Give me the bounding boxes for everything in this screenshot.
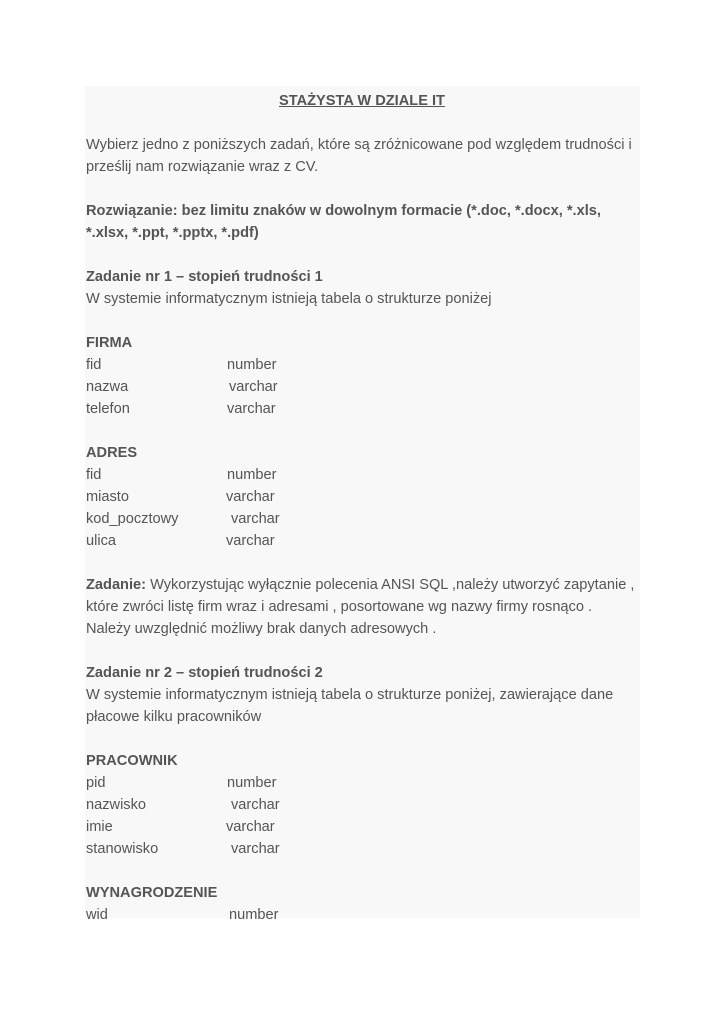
field-name: ulica: [86, 533, 117, 549]
task-label: Zadanie:: [86, 577, 147, 593]
solution-line-1: Rozwiązanie: bez limitu znaków w dowolnym formacie (*.doc, *.docx, *.xls,: [86, 203, 601, 219]
field-type: varchar: [226, 819, 275, 835]
table-field-row: [86, 904, 638, 926]
field-name: kod_pocztowy: [86, 511, 179, 527]
field-type: varchar: [231, 841, 280, 857]
table-field-row: [86, 794, 638, 816]
field-name: wid: [86, 907, 108, 923]
document-title: STAŻYSTA W DZIALE IT: [279, 93, 445, 109]
task2-description-line-1: W systemie informatycznym istnieją tabela o strukturze poniżej, zawierające dane: [86, 687, 614, 703]
task1-description: W systemie informatycznym istnieją tabela o strukturze poniżej: [86, 291, 492, 307]
task2-heading: Zadanie nr 2 – stopień trudności 2: [86, 665, 323, 681]
field-name: fid: [86, 467, 102, 483]
table-wynagrodzenie-name: WYNAGRODZENIE: [86, 885, 218, 901]
table-field-row: [86, 772, 638, 794]
table-field-row: [86, 464, 638, 486]
field-type: varchar: [231, 797, 280, 813]
field-type: varchar: [226, 533, 275, 549]
table-field-row: [86, 376, 638, 398]
field-type: number: [227, 357, 277, 373]
field-name: telefon: [86, 401, 130, 417]
field-name: miasto: [86, 489, 129, 505]
task1-instruction-line-2: które zwróci listę firm wraz i adresami , posortowane wg nazwy firmy rosnąco .: [86, 599, 593, 615]
task-text: Wykorzystując wyłącznie polecenia ANSI SQL ,należy utworzyć zapytanie ,: [146, 577, 635, 593]
field-name: nazwa: [86, 379, 129, 395]
intro-line-2: prześlij nam rozwiązanie wraz z CV.: [86, 159, 319, 175]
table-adres-name: ADRES: [86, 445, 138, 461]
table-field-row: [86, 816, 638, 838]
document-content: [86, 90, 638, 926]
field-name: imie: [86, 819, 113, 835]
table-pracownik-name: PRACOWNIK: [86, 753, 178, 769]
table-field-row: [86, 838, 638, 860]
table-field-row: [86, 530, 638, 552]
field-type: number: [227, 467, 277, 483]
task1-instruction-line-1: [86, 574, 638, 596]
table-firma-name: FIRMA: [86, 335, 133, 351]
field-type: varchar: [229, 379, 278, 395]
field-type: varchar: [227, 401, 276, 417]
task2-description-line-2: płacowe kilku pracowników: [86, 709, 262, 725]
field-name: nazwisko: [86, 797, 147, 813]
table-field-row: [86, 354, 638, 376]
task1-heading: Zadanie nr 1 – stopień trudności 1: [86, 269, 323, 285]
field-type: number: [229, 907, 279, 923]
intro-line-1: Wybierz jedno z poniższych zadań, które są zróżnicowane pod względem trudności i: [86, 137, 632, 153]
task1-instruction-line-3: Należy uwzględnić możliwy brak danych adresowych .: [86, 621, 437, 637]
field-type: number: [227, 775, 277, 791]
table-field-row: [86, 486, 638, 508]
field-name: stanowisko: [86, 841, 159, 857]
field-type: varchar: [226, 489, 275, 505]
field-type: varchar: [231, 511, 280, 527]
solution-line-2: *.xlsx, *.ppt, *.pptx, *.pdf): [86, 225, 259, 241]
field-name: pid: [86, 775, 106, 791]
table-field-row: [86, 398, 638, 420]
table-field-row: [86, 508, 638, 530]
field-name: fid: [86, 357, 102, 373]
